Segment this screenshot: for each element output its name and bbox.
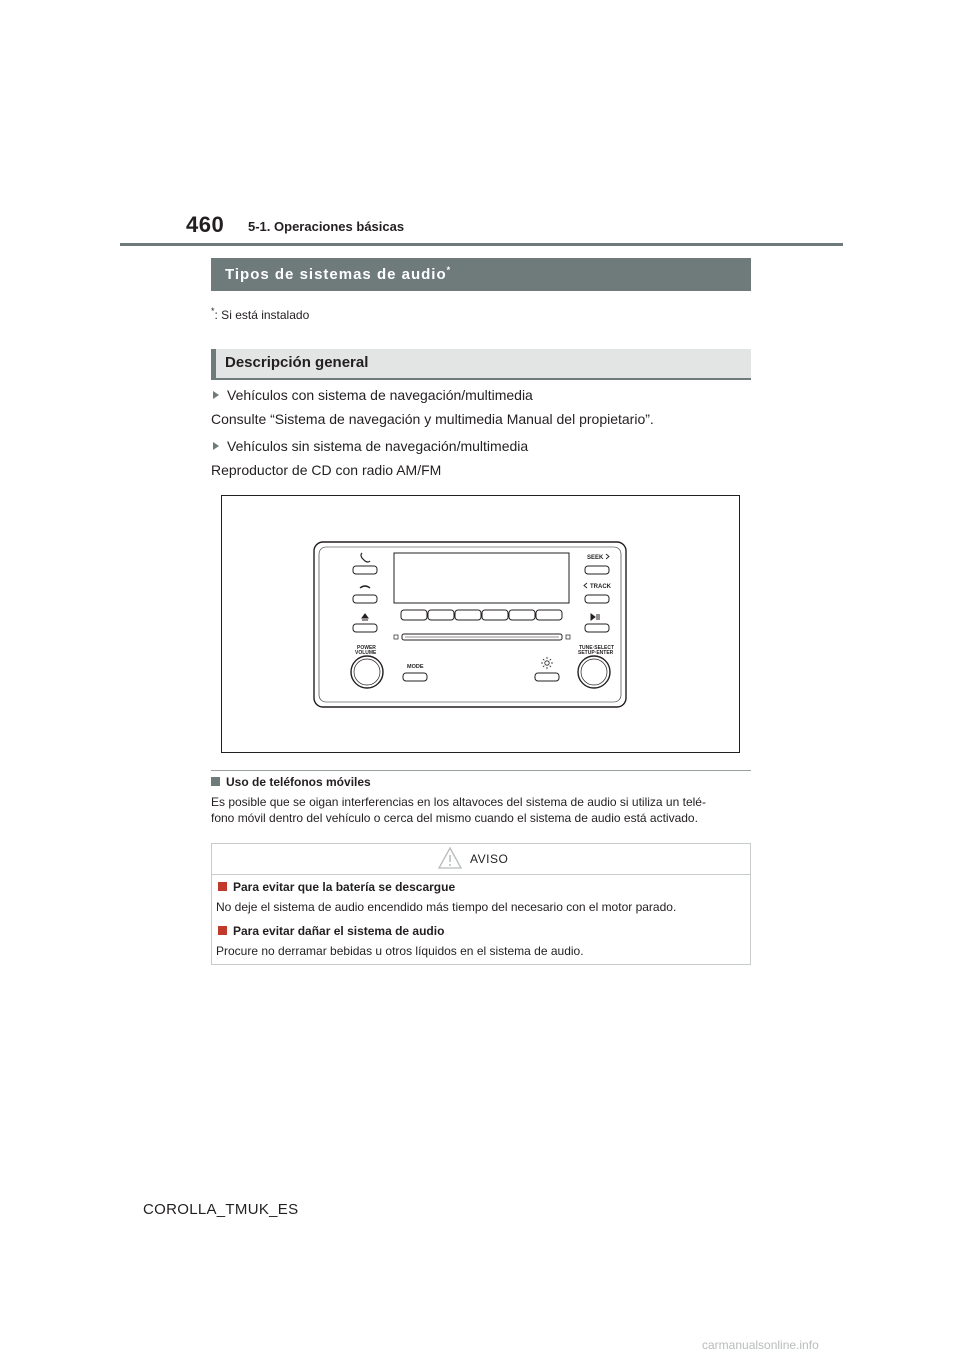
section-title: [225, 265, 451, 283]
note-line-2: fono móvil dentro del vehículo o cerca del mismo cuando el sistema de audio está activado.: [211, 811, 698, 825]
preset-button-2: [428, 610, 454, 620]
section-title-bar: [211, 258, 751, 291]
preset-button-6: [536, 610, 562, 620]
header-rule: [120, 243, 843, 246]
title-footnote-mark: *: [446, 265, 452, 275]
brightness-button: [535, 673, 559, 681]
preset-buttons: [401, 610, 562, 620]
preset-button-5: [509, 610, 535, 620]
warning-header: [212, 844, 750, 875]
mode-label: MODE: [407, 664, 424, 670]
subsection-title: Descripción general: [225, 354, 369, 371]
slot-led-left: [394, 635, 398, 639]
warning-item-text-2: Procure no derramar bebidas u otros líquidos en el sistema de audio.: [216, 944, 584, 958]
audio-unit-illustration: [222, 496, 739, 752]
triangle-bullet-icon: [213, 442, 219, 450]
mode-button: [403, 673, 427, 681]
display-screen: [394, 553, 569, 603]
brightness-icon: [541, 657, 553, 669]
seek-arrow-icon: [606, 554, 609, 559]
preset-button-3: [455, 610, 481, 620]
seek-label: SEEK: [587, 555, 604, 561]
bullet-item-navigation: [213, 387, 533, 403]
warning-item-heading-1: [218, 880, 455, 894]
tune-select-knob: [578, 656, 610, 688]
warning-heading-text: Para evitar que la batería se descargue: [233, 880, 456, 894]
warning-box: [211, 843, 751, 965]
section-reference: 5-1. Operaciones básicas: [248, 219, 405, 234]
subsection-accent: [211, 349, 216, 378]
red-square-bullet-icon: [218, 926, 227, 935]
power-label: POWER: [357, 645, 376, 651]
note-divider: [211, 770, 751, 771]
phone-button: [353, 553, 377, 574]
body-text-navigation: Consulte “Sistema de navegación y multimedia Manual del propietario”.: [211, 411, 654, 427]
triangle-bullet-icon: [213, 391, 219, 399]
warning-label: AVISO: [470, 852, 509, 866]
page-number: 460: [186, 212, 225, 237]
warning-heading-text: Para evitar dañar el sistema de audio: [233, 924, 445, 938]
body-text-cd-player: Reproductor de CD con radio AM/FM: [211, 462, 442, 478]
preset-button-4: [482, 610, 508, 620]
hang-up-button: [353, 586, 377, 603]
slot-led-right: [566, 635, 570, 639]
volume-label: VOLUME: [355, 650, 377, 656]
red-square-bullet-icon: [218, 882, 227, 891]
preset-button-1: [401, 610, 427, 620]
warning-triangle-icon: [437, 846, 463, 870]
note-heading: [211, 775, 371, 789]
setup-enter-label: SETUP·ENTER: [578, 650, 614, 656]
tune-select-label: TUNE·SELECT: [579, 645, 614, 651]
eject-button: [353, 614, 377, 632]
warning-item-heading-2: [218, 924, 444, 938]
bullet-item-no-navigation: [213, 438, 528, 454]
note-heading-text: Uso de teléfonos móviles: [226, 775, 371, 789]
bullet-label: Vehículos sin sistema de navegación/multimedia: [227, 438, 529, 454]
note-line-1: Es posible que se oigan interferencias en los altavoces del sistema de audio si utiliza un telé-: [211, 795, 706, 809]
play-pause-button: [585, 614, 609, 632]
section-title-text: Tipos de sistemas de audio: [225, 266, 447, 283]
square-bullet-icon: [211, 777, 220, 786]
seek-button: [585, 566, 609, 574]
track-button: [585, 595, 609, 603]
subsection-header: [211, 349, 751, 380]
track-arrow-icon: [584, 583, 587, 588]
document-code: COROLLA_TMUK_ES: [143, 1201, 299, 1218]
bullet-label: Vehículos con sistema de navegación/multimedia: [227, 387, 533, 403]
audio-unit-figure: [221, 495, 740, 753]
warning-item-text-1: No deje el sistema de audio encendido más tiempo del necesario con el motor parado.: [216, 900, 677, 914]
note-body: [211, 794, 756, 826]
watermark: carmanualsonline.info: [702, 1338, 819, 1352]
power-volume-knob: [351, 656, 383, 688]
footnote: [211, 306, 309, 322]
footnote-mark: *: [211, 306, 215, 316]
footnote-text: : Si está instalado: [214, 308, 310, 322]
track-label: TRACK: [590, 584, 611, 590]
